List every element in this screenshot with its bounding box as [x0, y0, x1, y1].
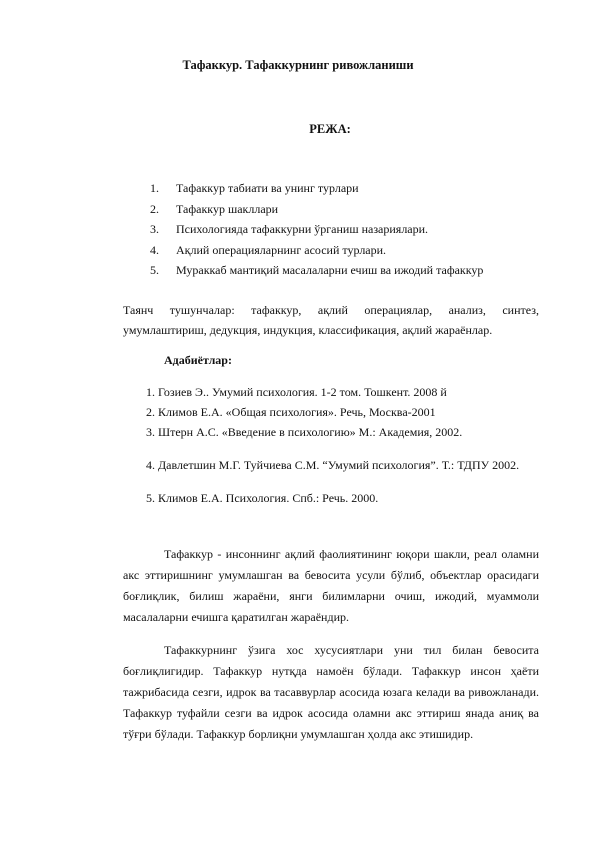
plan-list	[150, 178, 483, 281]
key-concepts-line-1	[123, 300, 539, 320]
plan-item-text: Мураккаб мантиқий масалаларни ечиш ва ижодий тафаккур	[176, 263, 484, 277]
document-title: Тафаккур. Тафаккурнинг ривожланиши	[182, 58, 414, 72]
literature-item: 3. Штерн А.С. «Введение в психологию» М.: Академия, 2002.	[146, 425, 463, 439]
body-paragraph: Тафаккур - инсоннинг ақлий фаолиятининг юқори шакли, реал оламни акс эттиришнинг умумлашган ва бевосита усули бўлиб, объектлар орасидаги боғлиқлик, билиш жараёни, янги билимларни очиш, ижодий, муаммоли масалаларни ечишга қаратилган жараёндир.	[123, 547, 539, 624]
plan-item	[150, 178, 483, 199]
key-concepts-word: тафаккур,	[251, 303, 302, 317]
plan-item-number: 2.	[150, 201, 159, 216]
plan-item	[150, 260, 483, 281]
literature-item: 2. Климов Е.А. «Общая психология». Речь, Москва-2001	[146, 405, 436, 419]
key-concepts-word: синтез,	[502, 303, 539, 317]
plan-item-number: 5.	[150, 263, 159, 277]
key-concepts-word: тушунчалар:	[169, 303, 235, 317]
body-paragraph: Тафаккурнинг ўзига хос хусусиятлари уни тил билан бевосита боғлиқлигидир. Тафаккур нутқда намоён бўлади. Тафаккур инсон ҳаёти тажрибасида сезги, идрок ва тасаввурлар асосида юзага келади ва ривожланади. Тафаккур туфайли сезги ва идрок асосида оламни акс эттириш янада аниқ ва тўғри бўлади. Тафаккур борлиқни умумлашган ҳолда акс этишидир.	[123, 643, 539, 741]
key-concepts-line-2: умумлаштириш, дедукция, индукция, классификация, ақлий жараёнлар.	[123, 323, 493, 337]
plan-item	[150, 219, 483, 240]
key-concepts-word: операциялар,	[364, 303, 433, 317]
plan-item-text: Ақлий операцияларнинг асосий турлари.	[176, 242, 387, 257]
plan-item-text: Тафаккур табиати ва унинг турлари	[176, 181, 359, 195]
plan-item	[150, 240, 483, 261]
key-concepts-word: анализ,	[448, 303, 486, 317]
plan-item	[150, 199, 483, 220]
literature-list	[146, 383, 519, 507]
literature-heading: Адабиётлар:	[164, 353, 232, 367]
literature-item: 5. Климов Е.А. Психология. Спб.: Речь. 2000.	[146, 491, 379, 505]
plan-item-number: 1.	[150, 181, 159, 195]
plan-item-number: 3.	[150, 222, 159, 236]
key-concepts-word: ақлий	[317, 303, 348, 317]
literature-item: 1. Гозиев Э.. Умумий психология. 1-2 том. Тошкент. 2008 й	[146, 385, 447, 399]
plan-item-number: 4.	[150, 242, 159, 257]
key-concepts	[123, 300, 539, 340]
plan-heading: РЕЖА:	[309, 122, 351, 136]
key-concepts-word: Таянч	[123, 303, 154, 317]
plan-item-text: Тафаккур шакллари	[176, 201, 279, 216]
literature-item: 4. Давлетшин М.Г. Туйчиева С.М. “Умумий психология”. Т.: ТДПУ 2002.	[146, 458, 520, 472]
plan-item-text: Психологияда тафаккурни ўрганиш назариялари.	[176, 222, 429, 236]
